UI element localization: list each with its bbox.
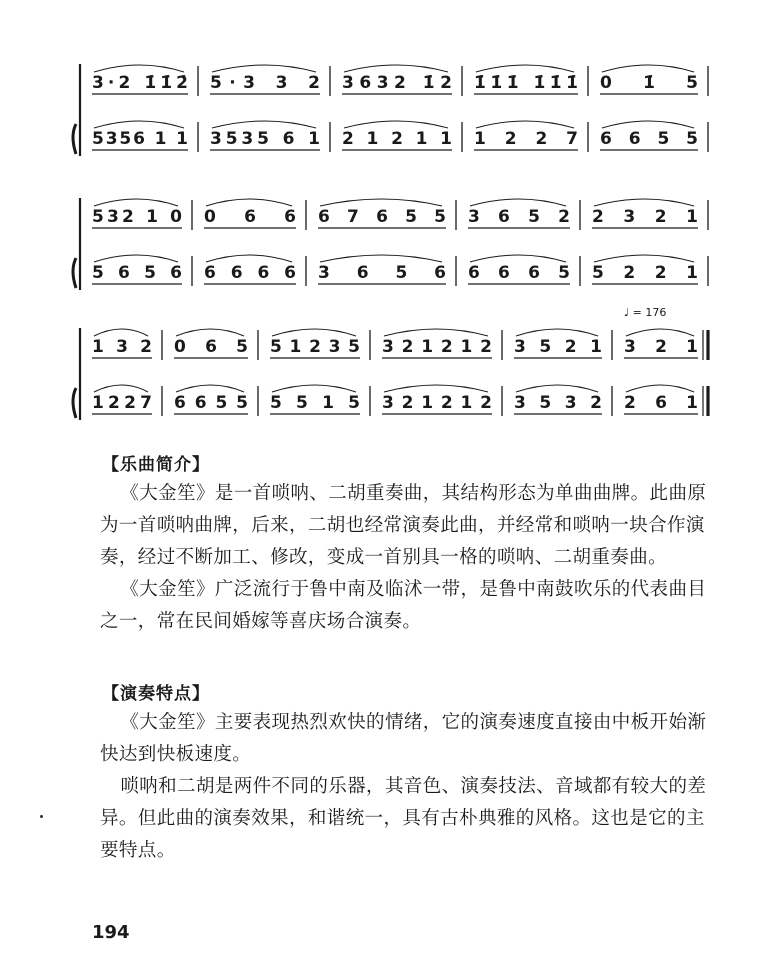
- measure-lower: 3 6 5 6: [318, 263, 446, 283]
- measure-lower: 5 2 2 1: [592, 263, 698, 283]
- measure-lower: 6 6 5 5: [174, 393, 248, 413]
- slur-arc: [594, 199, 694, 206]
- system-brace: [73, 258, 76, 288]
- measure-lower: 3 5 3 2: [514, 393, 602, 413]
- slur-arc: [320, 255, 442, 262]
- features-paragraph-1: 《大金笙》主要表现热烈欢快的情绪，它的演奏速度直接由中板开始渐快达到快板速度。: [100, 712, 707, 765]
- measure-upper: 0 6 5: [174, 337, 248, 357]
- slur-arc: [384, 329, 488, 336]
- measure-lower: 3 2 1 2 1 2: [382, 393, 492, 413]
- slur-arc: [94, 199, 178, 206]
- measure-upper: 3 2 1: [624, 337, 698, 357]
- measure-lower: 6 6 6 6: [204, 263, 296, 283]
- measure-upper: 3·2 1̇1̇2̇: [92, 73, 188, 93]
- slur-arc: [94, 385, 148, 392]
- measure-upper: 0 1̇ 5: [600, 73, 698, 93]
- slur-arc: [344, 121, 448, 128]
- measure-upper: 5 1 2 3 5: [270, 337, 360, 357]
- measure-lower: 5 6 5 6: [92, 263, 182, 283]
- measure-lower: 3535 6 1: [210, 129, 320, 149]
- measure-lower: 1 2 2 7: [474, 129, 578, 149]
- measure-upper: 3 6 5 2: [468, 207, 570, 227]
- slur-arc: [594, 255, 694, 262]
- slur-arc: [206, 255, 292, 262]
- measure-lower: 2 1 2 1 1: [342, 129, 452, 149]
- intro-paragraph-1: 《大金笙》是一首唢呐、二胡重奏曲，其结构形态为单曲曲牌。此曲原为一首唢呐曲牌，后来，二胡也经常演奏此曲，并经常和唢呐一块合作演奏，经过不断加工、修改，变成一首别具一格的唢呐、二胡重奏曲。: [100, 483, 707, 568]
- slur-arc: [94, 329, 148, 336]
- page-number: 194: [92, 922, 130, 943]
- intro-text: [100, 478, 720, 638]
- slur-arc: [94, 121, 184, 128]
- slur-arc: [516, 329, 598, 336]
- measure-upper: 5·3 3 2: [210, 73, 320, 93]
- slur-arc: [176, 329, 244, 336]
- slur-arc: [626, 329, 694, 336]
- measure-upper: 0 6 6: [204, 207, 296, 227]
- measure-lower: 6 6 6 5: [468, 263, 570, 283]
- tempo-mark: ♩ = 176: [624, 306, 667, 319]
- slur-arc: [344, 65, 448, 72]
- measure-upper: 6 7 6 5 5: [318, 207, 446, 227]
- slur-arc: [272, 385, 356, 392]
- ink-speck: [40, 815, 43, 818]
- measure-upper: 532 1 0: [92, 207, 182, 227]
- slur-arc: [94, 65, 184, 72]
- measure-lower: 6 6 5 5: [600, 129, 698, 149]
- slur-arc: [470, 255, 566, 262]
- slur-arc: [212, 65, 316, 72]
- slur-arc: [212, 121, 316, 128]
- slur-arc: [176, 385, 244, 392]
- system-brace: [73, 388, 76, 418]
- measure-upper: 3 2 1 2 1 2: [382, 337, 492, 357]
- measure-upper: 2 3 2 1: [592, 207, 698, 227]
- slur-arc: [320, 199, 442, 206]
- slur-arc: [602, 121, 694, 128]
- slur-arc: [94, 255, 178, 262]
- slur-arc: [272, 329, 356, 336]
- slur-arc: [626, 385, 694, 392]
- measure-lower: 1 2 2 7: [92, 393, 152, 413]
- system-brace: [73, 124, 76, 154]
- slur-arc: [476, 65, 574, 72]
- measure-upper: 3632 1̇2: [342, 73, 452, 93]
- measure-lower: 2 6 1: [624, 393, 698, 413]
- features-text: [100, 707, 720, 867]
- section-heading-intro: 【乐曲简介】: [102, 455, 210, 475]
- measure-upper: 1̇1̇1̇ 1̇1̇1̇: [474, 73, 578, 93]
- slur-arc: [602, 65, 694, 72]
- measure-upper: 1 3 2: [92, 337, 152, 357]
- slur-arc: [470, 199, 566, 206]
- slur-arc: [476, 121, 574, 128]
- measure-upper: 3 5 2 1: [514, 337, 602, 357]
- slur-arc: [206, 199, 292, 206]
- slur-arc: [384, 385, 488, 392]
- slur-arc: [516, 385, 598, 392]
- measure-lower: 5 5 1 5: [270, 393, 360, 413]
- intro-paragraph-2: 《大金笙》广泛流行于鲁中南及临沭一带，是鲁中南鼓吹乐的代表曲目之一，常在民间婚嫁等喜庆场合演奏。: [100, 579, 707, 632]
- measure-lower: 5356 1 1: [92, 129, 188, 149]
- section-heading-features: 【演奏特点】: [102, 684, 210, 704]
- jianpu-score: [0, 0, 772, 440]
- features-paragraph-2: 唢呐和二胡是两件不同的乐器，其音色、演奏技法、音域都有较大的差异。但此曲的演奏效果，和谐统一，具有古朴典雅的风格。这也是它的主要特点。: [100, 776, 707, 861]
